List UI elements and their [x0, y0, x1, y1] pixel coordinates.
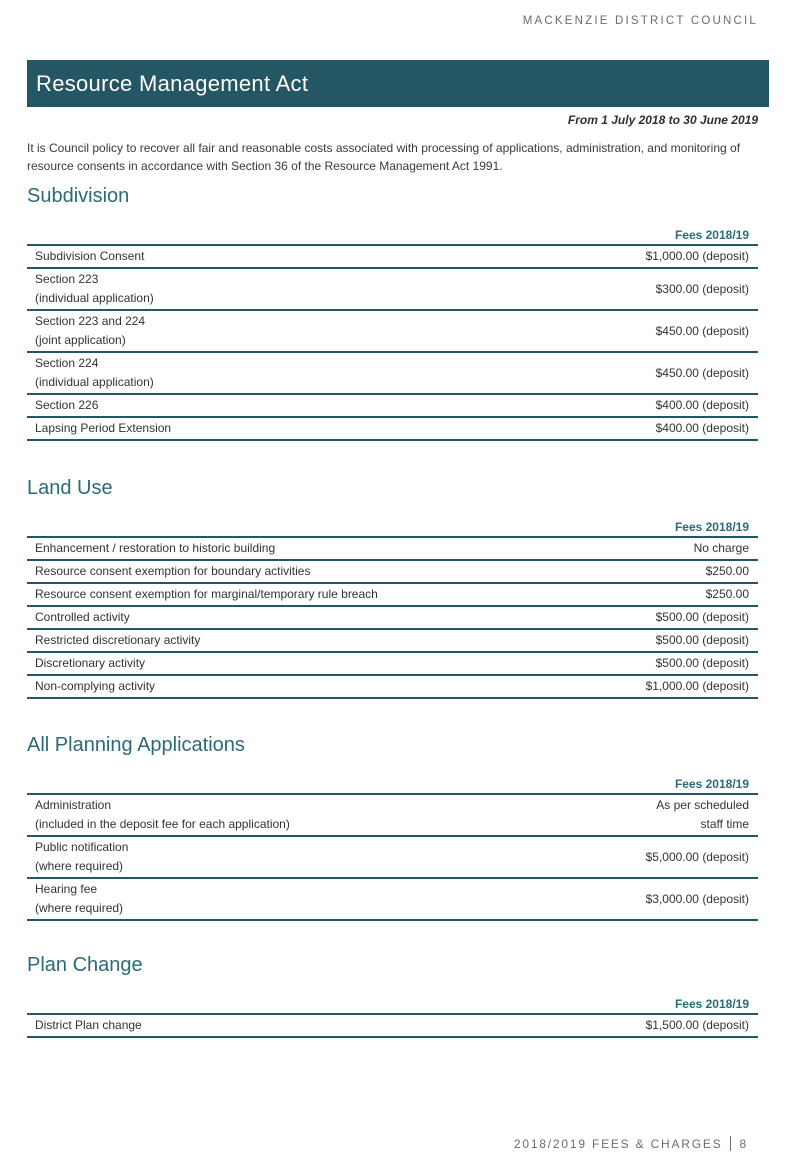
description-line: Non-complying activity [35, 679, 156, 693]
item-fee [574, 629, 758, 652]
table-row [27, 675, 758, 698]
section-plan-change [27, 953, 758, 1038]
item-fee [574, 675, 758, 698]
description-line: Section 226 [35, 398, 99, 412]
fee-line: $450.00 (deposit) [655, 365, 749, 380]
item-fee [532, 795, 758, 836]
description-line: Hearing fee [35, 882, 98, 896]
description-line: Lapsing Period Extension [35, 421, 172, 435]
table-row [27, 1015, 758, 1037]
fee-line: No charge [693, 541, 749, 555]
item-description [27, 652, 574, 675]
fee-line: $400.00 (deposit) [655, 421, 749, 435]
banner-title: Resource Management Act [36, 70, 309, 96]
council-name: MACKENZIE DISTRICT COUNCIL [522, 15, 758, 27]
item-description [27, 538, 574, 560]
fee-line: $500.00 (deposit) [655, 633, 749, 647]
spacer [27, 983, 758, 997]
description-line: Controlled activity [35, 610, 130, 624]
item-description [27, 310, 435, 352]
spacer [27, 763, 758, 777]
table-row [27, 560, 758, 583]
fee-line: $250.00 [705, 564, 749, 578]
item-description [27, 878, 532, 920]
item-fee [574, 652, 758, 675]
item-fee [435, 268, 758, 310]
fee-line: $450.00 (deposit) [655, 323, 749, 338]
table-row [27, 795, 758, 836]
item-description [27, 836, 532, 878]
fees-table [27, 246, 758, 441]
fees-column-header: Fees 2018/19 [27, 777, 758, 795]
description-line: Restricted discretionary activity [35, 633, 201, 647]
item-fee [435, 417, 758, 440]
description-line: Section 224 [35, 356, 99, 370]
fee-line: $400.00 (deposit) [655, 398, 749, 412]
item-description [27, 394, 435, 417]
spacer [27, 214, 758, 228]
item-description [27, 606, 574, 629]
section-heading: Plan Change [27, 954, 143, 976]
description-line: (joint application) [35, 333, 126, 347]
fees-table [27, 1015, 758, 1038]
item-description [27, 352, 435, 394]
item-fee [532, 878, 758, 920]
item-description [27, 417, 435, 440]
description-line: Subdivision Consent [35, 249, 145, 263]
item-description [27, 629, 574, 652]
description-line: District Plan change [35, 1018, 142, 1032]
section-heading: Subdivision [27, 185, 130, 207]
item-fee [574, 606, 758, 629]
description-line: (individual application) [35, 375, 154, 389]
item-fee [574, 560, 758, 583]
table-row [27, 310, 758, 352]
table-row [27, 652, 758, 675]
table-row [27, 629, 758, 652]
item-fee [435, 246, 758, 268]
item-description [27, 268, 435, 310]
fee-line: staff time [700, 817, 749, 831]
fee-line: $1,000.00 (deposit) [645, 679, 749, 693]
table-row [27, 352, 758, 394]
section-heading: Land Use [27, 477, 113, 499]
fee-line: $500.00 (deposit) [655, 610, 749, 624]
description-line: (included in the deposit fee for each application) [35, 817, 290, 831]
page-footer [514, 1136, 748, 1151]
fee-line: $5,000.00 (deposit) [645, 849, 749, 864]
table-row [27, 246, 758, 268]
table-row [27, 394, 758, 417]
description-line: Resource consent exemption for boundary activities [35, 564, 311, 578]
fee-line: $3,000.00 (deposit) [645, 891, 749, 906]
fees-table [27, 795, 758, 921]
section-subdivision [27, 184, 758, 441]
title-banner [27, 60, 769, 107]
description-line: Resource consent exemption for marginal/temporary rule breach [35, 587, 378, 601]
item-fee [435, 352, 758, 394]
table-row [27, 606, 758, 629]
fee-line: $250.00 [705, 587, 749, 601]
fee-line: $1,500.00 (deposit) [645, 1018, 749, 1032]
item-description [27, 560, 574, 583]
table-row [27, 538, 758, 560]
fee-line: As per scheduled [656, 798, 749, 812]
table-row [27, 836, 758, 878]
item-description [27, 246, 435, 268]
table-row [27, 417, 758, 440]
table-row [27, 878, 758, 920]
description-line: Section 223 and 224 [35, 314, 146, 328]
item-description [27, 795, 532, 836]
fees-column-header: Fees 2018/19 [27, 997, 758, 1015]
description-line: (where required) [35, 859, 124, 873]
item-description [27, 675, 574, 698]
description-line: Administration [35, 798, 112, 812]
intro-paragraph: It is Council policy to recover all fair and reasonable costs associated with processing of applications, administration, and monitoring of resource consents in accordance with Section 36 of the Resource Management Act 1991. [27, 141, 741, 173]
fee-line: $300.00 (deposit) [655, 281, 749, 296]
item-fee [574, 538, 758, 560]
spacer [27, 506, 758, 520]
period-note: From 1 July 2018 to 30 June 2019 [567, 113, 758, 127]
item-fee [435, 310, 758, 352]
description-line: (individual application) [35, 291, 154, 305]
footer-text: 2018/2019 FEES & CHARGES [513, 1137, 723, 1151]
fees-table [27, 538, 758, 699]
table-row [27, 268, 758, 310]
item-fee [396, 1015, 758, 1037]
description-line: Public notification [35, 840, 129, 854]
item-description [27, 1015, 396, 1037]
description-line: (where required) [35, 901, 124, 915]
page-number: 8 [739, 1137, 748, 1151]
section-land-use [27, 476, 758, 699]
table-row [27, 583, 758, 606]
section-heading: All Planning Applications [27, 734, 245, 756]
fee-line: $500.00 (deposit) [655, 656, 749, 670]
description-line: Discretionary activity [35, 656, 146, 670]
fees-column-header: Fees 2018/19 [27, 228, 758, 246]
description-line: Section 223 [35, 272, 99, 286]
fees-column-header: Fees 2018/19 [27, 520, 758, 538]
description-line: Enhancement / restoration to historic building [35, 541, 276, 555]
fee-line: $1,000.00 (deposit) [645, 249, 749, 263]
item-description [27, 583, 574, 606]
footer-divider [730, 1136, 731, 1151]
section-all-planning-applications [27, 733, 758, 921]
item-fee [435, 394, 758, 417]
item-fee [574, 583, 758, 606]
item-fee [532, 836, 758, 878]
